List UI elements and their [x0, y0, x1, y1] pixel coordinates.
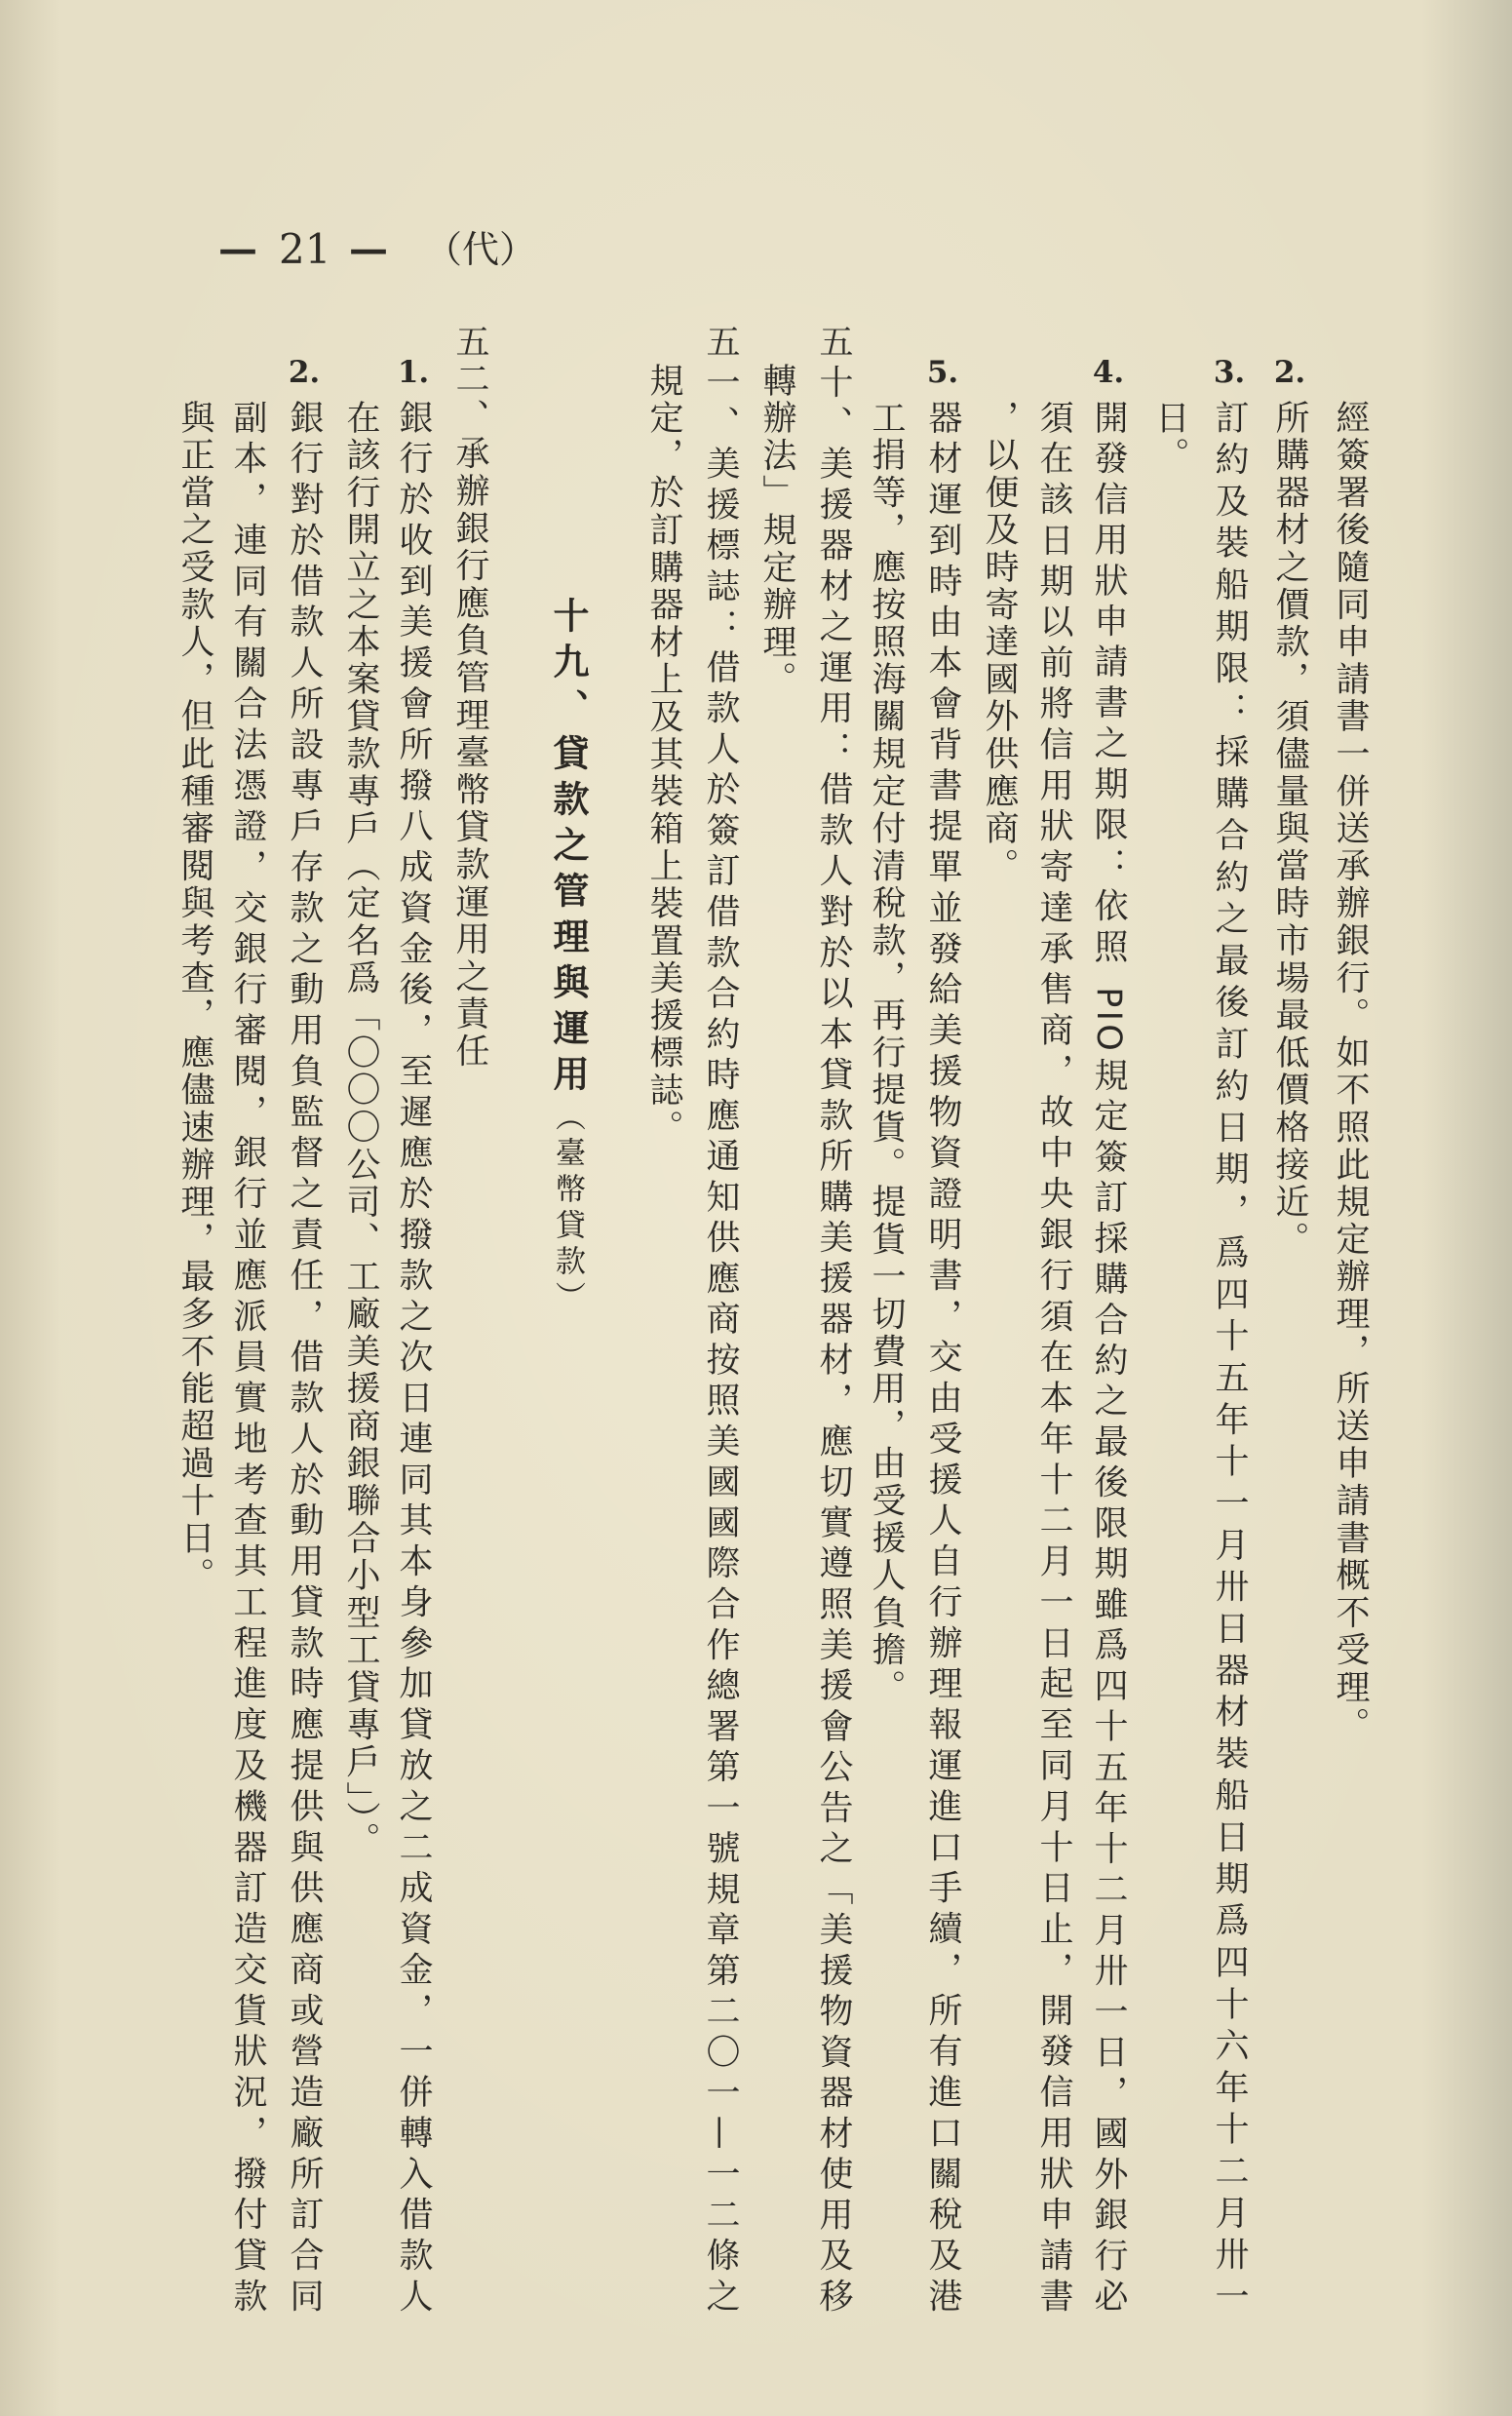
item-2-number: 2.: [1273, 355, 1306, 390]
section-heading-main: 十九、貸款之管理與運用: [547, 597, 589, 1101]
item-5-line-1: 器材運到時由本會背書提單並發給美援物資證明書，交由受援人自行辦理報運進口手續，所有進口關稅及港: [923, 400, 962, 2316]
article-52-item-2-line-1: 銀行對於借款人所設專戶存款之動用負監督之責任，借款人於動用貸款時應提供與供應商或營造廠所訂合同: [285, 400, 324, 2316]
item-3-line-2: 日。: [1150, 400, 1189, 475]
article-52-item-2-line-3: 與正當之受款人，但此種審閱與考查，應儘速辦理，最多不能超過十日。: [175, 400, 214, 1595]
item-4-line-3: ，以便及時寄達國外供應商。: [980, 400, 1019, 885]
article-52-item-2-line-2: 副本，連同有關合法憑證，交銀行審閱，銀行並應派員實地考查其工程進度及機器訂造交貨狀況，撥付貸款: [228, 400, 267, 2316]
item-4-number: 4.: [1092, 355, 1125, 390]
item-4-line-2: 須在該日期以前將信用狀寄達承售商，故中央銀行須在本年十二月一日起至同月十日止，開發信用狀申請書: [1034, 400, 1073, 2316]
page-note: （代）: [425, 228, 537, 271]
article-51-line-1: 五一、美援標誌：借款人於簽訂借款合約時應通知供應商按照美國國際合作總署第一號規章第二〇一—一二條之: [701, 324, 740, 2316]
article-52-item-1-line-2: 在該行開立之本案貸款專戶（定名爲「〇〇〇公司、工廠美援商銀聯合小型工貸專戶」）。: [341, 400, 380, 1859]
section-heading: [545, 597, 590, 1317]
article-52-item-2-number: 2.: [288, 355, 321, 390]
article-52-item-1-line-1: 銀行於收到美援會所撥八成資金後，至遲應於撥款之次日連同其本身參加貸放之二成資金，一併轉入借款人: [394, 400, 433, 2316]
page-number: 21: [279, 225, 331, 273]
section-heading-sub: （臺幣貸款）: [550, 1101, 585, 1317]
item-1-continuation-line: 經簽署後隨同申請書一併送承辦銀行。如不照此規定辦理，所送申請書概不受理。: [1331, 400, 1370, 1744]
item-3-number: 3.: [1213, 355, 1246, 390]
item-4-line-1: 開發信用狀申請書之期限：依照 PIO規定簽訂採購合約之最後限期雖爲四十五年十二月卅一日，國外銀行必: [1089, 400, 1128, 2316]
item-5-number: 5.: [926, 355, 959, 390]
article-51-line-2: 規定，於訂購器材上及其裝箱上裝置美援標誌。: [644, 363, 683, 1148]
item-3-line-1: 訂約及裝船期限：採購合約之最後訂約日期，爲四十五年十一月卅日器材裝船日期爲四十六年十二月卅一: [1210, 400, 1249, 2316]
page-number-right-dash: —: [349, 226, 388, 272]
article-50-line-2: 轉辦法」規定辦理。: [757, 363, 796, 699]
article-50-line-1: 五十、美援器材之運用：借款人對於以本貸款所購美援器材，應切實遵照美援會公告之「美援物資器材使用及移: [814, 324, 853, 2316]
item-5-line-2: 工捐等，應按照海關規定付清稅款，再行提貨。提貨一切費用，由受援人負擔。: [867, 400, 906, 1707]
page-number-left-dash: —: [218, 226, 257, 272]
article-52-heading: 五二、承辦銀行應負管理臺幣貸款運用之責任: [450, 324, 489, 1071]
article-52-item-1-number: 1.: [397, 355, 430, 390]
item-2-line: 所購器材之價款，須儘量與當時市場最低價格接近。: [1270, 400, 1309, 1259]
